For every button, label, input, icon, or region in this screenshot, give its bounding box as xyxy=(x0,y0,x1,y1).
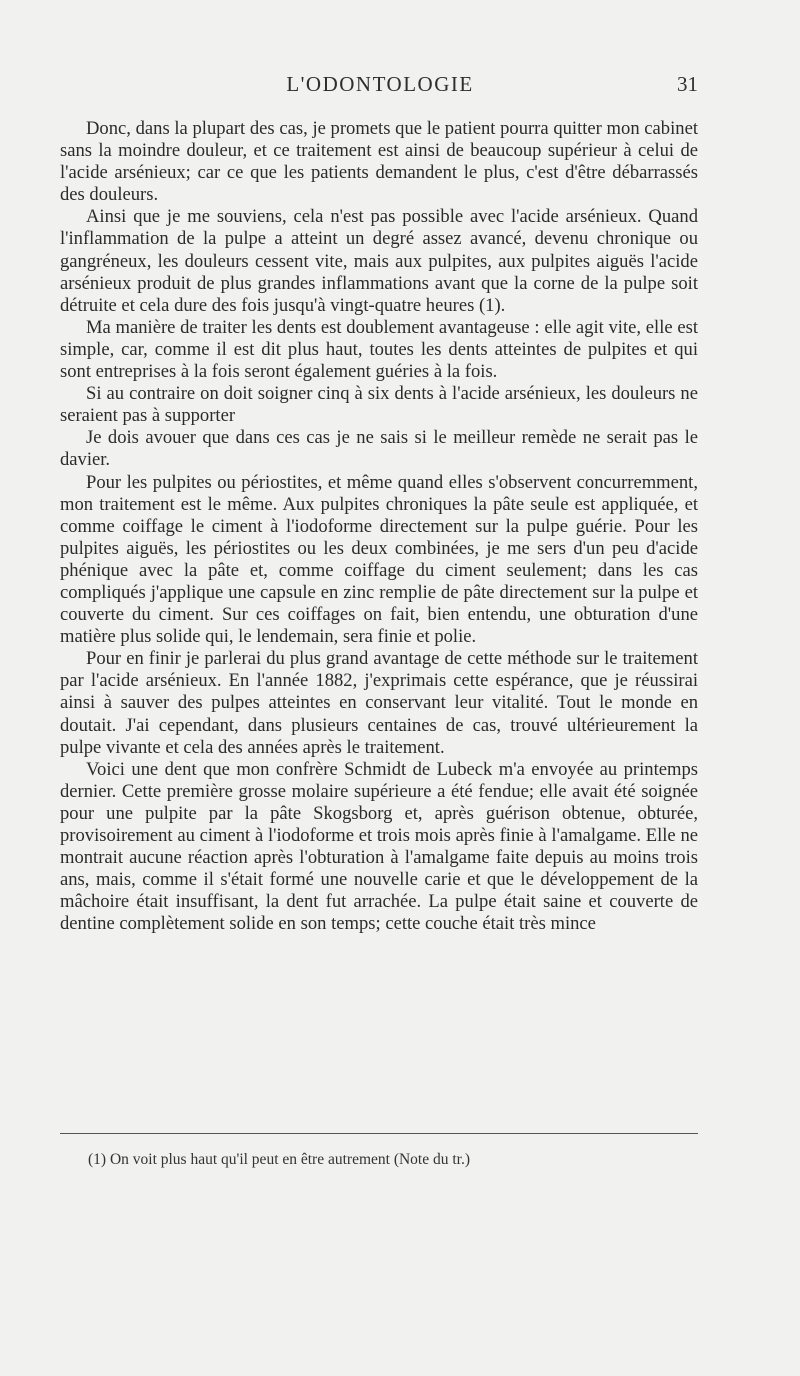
footnote: (1) On voit plus haut qu'il peut en être autrement (Note du tr.) xyxy=(88,1151,471,1168)
paragraph: Ainsi que je me souviens, cela n'est pas possible avec l'acide arsénieux. Quand l'inflammation de la pulpe a atteint un degré assez avancé, devenu chronique ou gangréneux, les douleurs cessent vite, mais aux pulpites, aux pulpites aiguës l'acide arsénieux produit de plus grandes inflammations avant que la corne de la pulpe soit détruite et cela dure des fois jusqu'à vingt-quatre heures (1). xyxy=(60,206,698,316)
paragraph: Si au contraire on doit soigner cinq à six dents à l'acide arsénieux, les douleurs ne seraient pas à supporter xyxy=(60,383,698,427)
paragraph: Je dois avouer que dans ces cas je ne sais si le meilleur remède ne serait pas le davier. xyxy=(60,427,698,471)
running-head-title: L'ODONTOLOGIE xyxy=(286,72,474,96)
paragraph: Pour les pulpites ou périostites, et même quand elles s'observent concurremment, mon traitement est le même. Aux pulpites chroniques la pâte seule est appliquée, et comme coiffage le ciment à l'iodoforme directement sur la pulpe guérie. Pour les pulpites aiguës, les périostites ou les deux combinées, je me sers d'un peu d'acide phénique avec la pâte et, comme coiffage du ciment seulement; dans les cas compliqués j'applique une capsule en zinc remplie de pâte directement sur la pulpe et couverte du ciment. Sur ces coiffages on fait, bien entendu, une obturation d'une matière plus solide qui, le lendemain, sera finie et polie. xyxy=(60,471,698,648)
paragraph: Voici une dent que mon confrère Schmidt de Lubeck m'a envoyée au printemps dernier. Cette première grosse molaire supérieure a été fendue; elle avait été soignée pour une pulpite par la pâte Skogsborg et, après guérison obtenue, obturée, provisoirement au ciment à l'iodoforme et trois mois après finie à l'amalgame. Elle ne montrait aucune réaction après l'obturation à l'amalgame faite depuis au moins trois ans, mais, comme il s'était formé une nouvelle carie et que le développement de la mâchoire était insuffisant, la dent fut arrachée. La pulpe était saine et couverte de dentine complètement solide en son temps; cette couche était très mince xyxy=(60,758,698,935)
main-text xyxy=(60,118,698,935)
page-number: 31 xyxy=(677,72,698,96)
page-header xyxy=(60,72,700,102)
paragraph: Ma manière de traiter les dents est doublement avantageuse : elle agit vite, elle est simple, car, comme il est dit plus haut, toutes les dents atteintes de pulpites et qui sont entreprises à la fois seront également guéries à la fois. xyxy=(60,316,698,383)
paragraph: Donc, dans la plupart des cas, je promets que le patient pourra quitter mon cabinet sans la moindre douleur, et ce traitement est ainsi de beaucoup supérieur à celui de l'acide arsénieux; car ce que les patients demandent le plus, c'est d'être débarrassés des douleurs. xyxy=(60,118,698,206)
paragraph: Pour en finir je parlerai du plus grand avantage de cette méthode sur le traitement par l'acide arsénieux. En l'année 1882, j'exprimais cette espérance, que je réussirai ainsi à sauver des pulpes atteintes en conservant leur vitalité. Tout le monde en doutait. J'ai cependant, dans plusieurs centaines de cas, trouvé ultérieurement la pulpe vivante et cela des années après le traitement. xyxy=(60,648,698,758)
footnote-rule xyxy=(60,1133,698,1134)
